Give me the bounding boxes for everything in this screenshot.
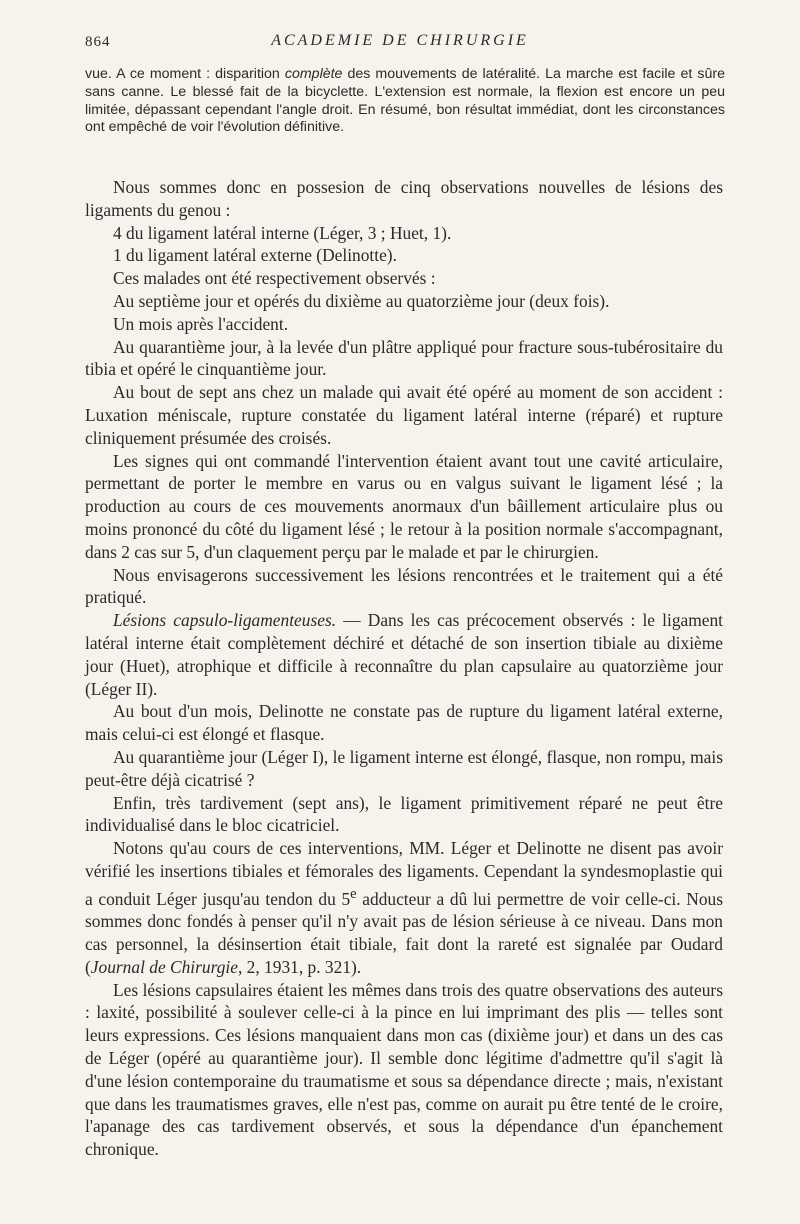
paragraph-13: Au quarantième jour (Léger I), le ligament interne est élongé, flasque, non rompu, mais peut-être déjà cicatrisé ? [85, 746, 723, 790]
paragraph-15 [85, 837, 723, 979]
running-title: ACADEMIE DE CHIRURGIE [271, 32, 529, 49]
body-text [85, 176, 723, 1161]
paragraph-9: Les signes qui ont commandé l'intervention étaient avant tout une cavité articulaire, permettant de porter le membre en varus ou en valgus suivant le ligament lésé ; la production au cours de ces mouvements anormaux d'un bâillement articulaire plus ou moins prononcé du côté du ligament lésé ; le retour à la position normale s'accompagnant, dans 2 cas sur 5, d'un claquement perçu par le malade et par le chirurgien. [85, 450, 723, 562]
paragraph-4: Ces malades ont été respectivement observés : [113, 268, 436, 289]
paragraph-3: 1 du ligament latéral externe (Delinotte). [113, 245, 397, 266]
paragraph-16: Les lésions capsulaires étaient les mêmes dans trois des quatre observations des auteurs : laxité, possibilité à soulever celle-ci à la pince en lui imprimant des plis — telles sont leurs expressions. Ces lésions manquaient dans mon cas (dixième jour) et dans un des cas de Léger (opéré au quarantième jour). Il semble donc légitime d'admettre qu'il s'agit là d'une lésion contemporaine du traumatisme et sous sa dépendance directe ; mais, n'existant que dans les traumatismes graves, elle n'est pas, comme on aurait pu être tenté de le croire, l'apanage des cas tardivement observés, et sous la dépendance d'un épanchement chronique. [85, 979, 723, 1160]
paragraph-15-text-c: , 2, 1931, p. 321). [237, 956, 362, 977]
paragraph-11-text: — Dans les cas précocement observés : le ligament latéral interne était complètement déchiré et détaché de son insertion tibiale au dixième jour (Huet), atrophique et difficile à reconnaître du plan capsulaire au quatorzième jour (Léger II). [85, 610, 724, 699]
paragraph-10: Nous envisagerons successivement les lésions rencontrées et le traitement qui a été pratiqué. [85, 564, 723, 608]
paragraph-2: 4 du ligament latéral interne (Léger, 3 ; Huet, 1). [113, 222, 452, 243]
paragraph-6: Un mois après l'accident. [113, 313, 289, 334]
journal-title: Journal de Chirurgie [90, 956, 238, 977]
intro-emphasis: complète [284, 66, 343, 82]
paragraph-8: Au bout de sept ans chez un malade qui avait été opéré au moment de son accident : Luxation méniscale, rupture constatée du ligament latéral interne (réparé) et rupture cliniquement présumée des croisés. [85, 382, 723, 448]
section-heading: Lésions capsulo-ligamenteuses. [113, 610, 337, 631]
paragraph-11 [85, 609, 723, 700]
paragraph-1: Nous sommes donc en possesion de cinq observations nouvelles de lésions des ligaments du genou : [85, 177, 723, 220]
intro-paragraph [85, 66, 725, 137]
intro-text [85, 66, 725, 137]
page-number: 864 [85, 34, 111, 50]
intro-text-a: vue. A ce moment : disparition [85, 66, 285, 82]
paragraph-12: Au bout d'un mois, Delinotte ne constate pas de rupture du ligament latéral externe, mais celui-ci est élongé et flasque. [85, 701, 723, 745]
paragraph-14: Enfin, très tardivement (sept ans), le ligament primitivement réparé ne peut être individualisé dans le bloc cicatriciel. [85, 792, 723, 836]
paragraph-5: Au septième jour et opérés du dixième au quatorzième jour (deux fois). [113, 290, 610, 311]
paragraph-15-text-b: adducteur a dû lui permettre de voir celle-ci. Nous sommes donc fondés à penser qu'il n'y avait pas de lésion sérieuse à ce niveau. Dans mon cas personnel, la désinsertion était tibiale, fait dont la rareté est signalée par Oudard ( [85, 888, 724, 977]
intro-text-rest: des mouvements de latéralité. La marche est facile et sûre sans canne. Le blessé fait de la bicyclette. L'extension est normale, la flexion est encore un peu limitée, dépassant cependant l'angle droit. En résumé, bon résultat immédiat, dont les circonstances ont empêché de voir l'évolution définitive. [85, 66, 725, 136]
paragraph-7: Au quarantième jour, à la levée d'un plâtre appliqué pour fracture sous-tubérositaire du tibia et opéré le cinquantième jour. [85, 336, 723, 380]
paragraph-15-text-a: Notons qu'au cours de ces interventions, MM. Léger et Delinotte ne disent pas avoir vérifié les insertions tibiales et fémorales des ligaments. Cependant la syndesmoplastie qui a conduit Léger jusqu'au tendon du 5 [85, 838, 723, 909]
page-header [85, 30, 715, 52]
superscript: e [350, 885, 357, 902]
